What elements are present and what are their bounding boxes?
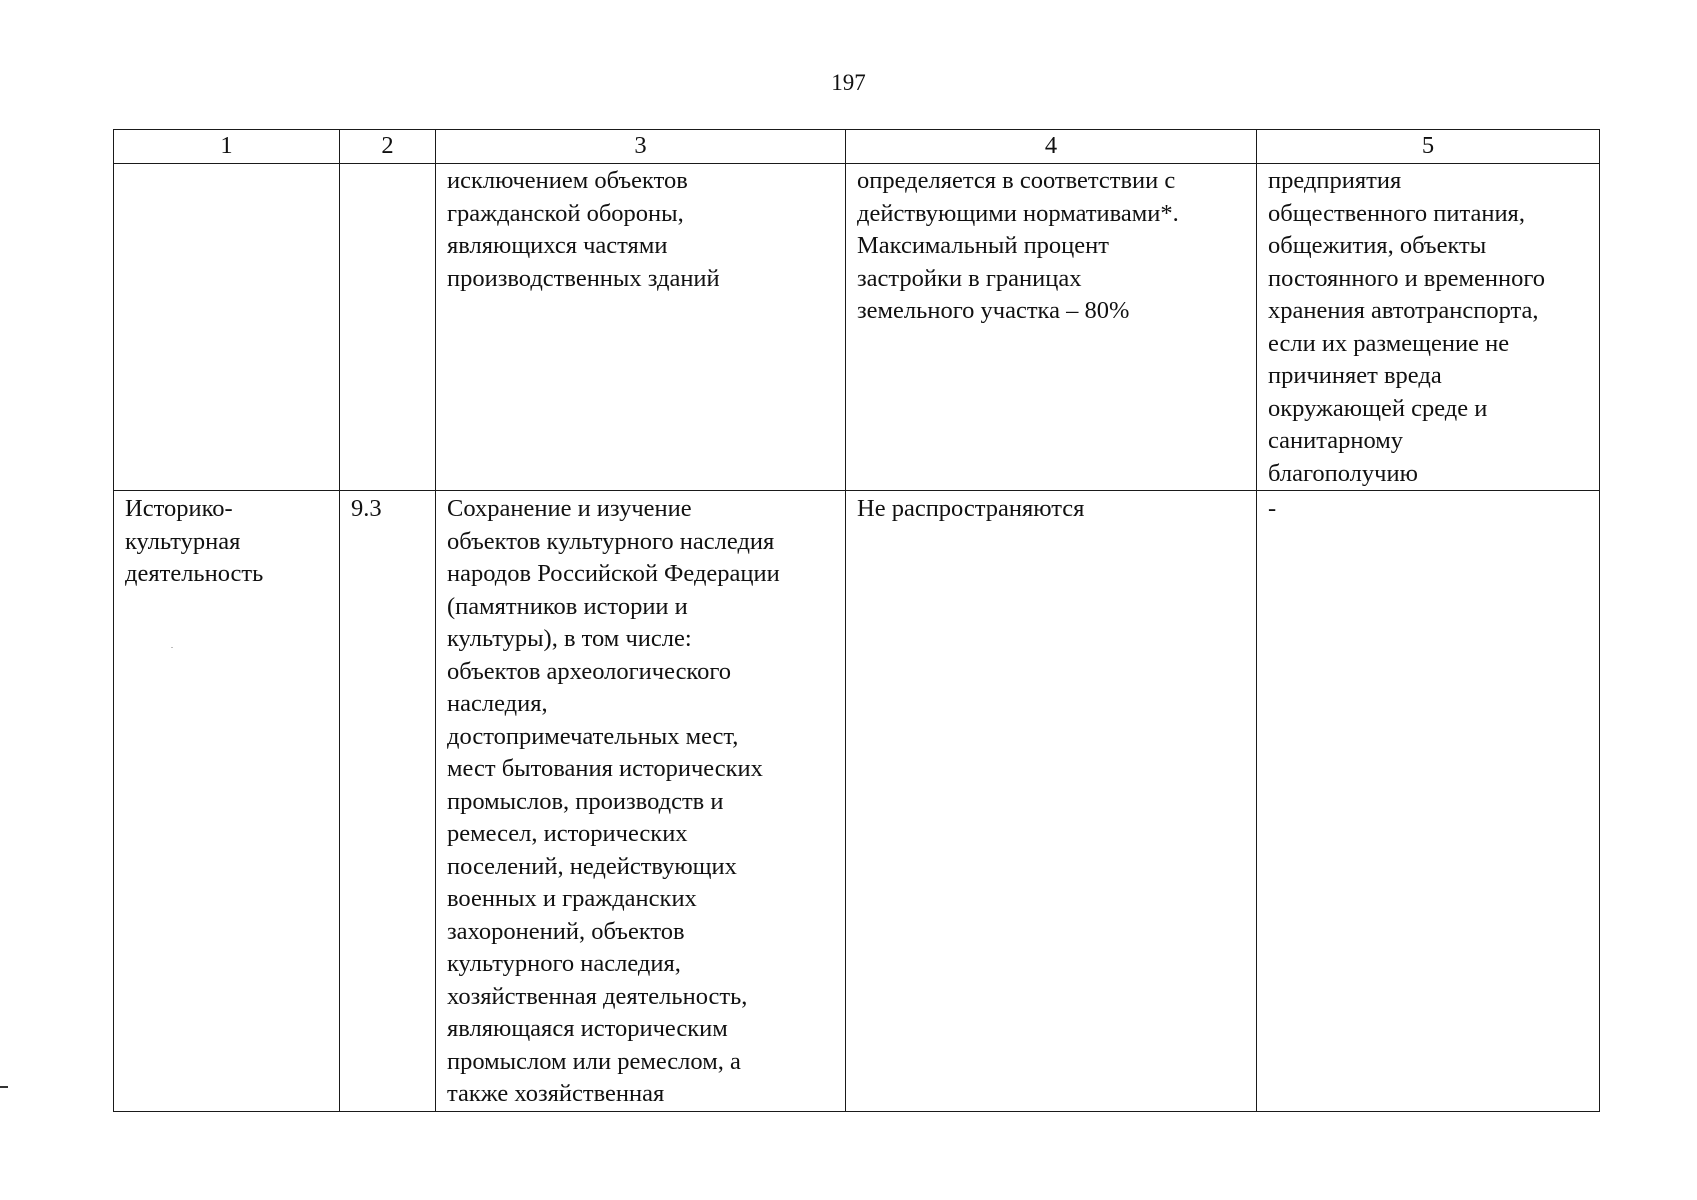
- cell-use-description: исключением объектов гражданской обороны, являющихся частями производственных зданий: [436, 164, 846, 491]
- cell-use-code: 9.3: [340, 491, 436, 1112]
- cell-auxiliary-uses: -: [1257, 491, 1600, 1112]
- cell-parameters: Не распространяются: [846, 491, 1257, 1112]
- column-header-5: 5: [1257, 130, 1600, 164]
- column-header-3: 3: [436, 130, 846, 164]
- scan-edge-mark: [0, 1086, 8, 1088]
- page-number: 197: [831, 70, 866, 95]
- column-header-4: 4: [846, 130, 1257, 164]
- column-header-1: 1: [114, 130, 340, 164]
- column-header-2: 2: [340, 130, 436, 164]
- cell-use-name: [114, 164, 340, 491]
- zoning-table: [113, 129, 1600, 1112]
- cell-parameters: определяется в соответствии с действующими нормативами*. Максимальный процент застройки в границах земельного участка – 80%: [846, 164, 1257, 491]
- table-header-row: [114, 130, 1600, 164]
- cell-use-code: [340, 164, 436, 491]
- cell-use-description: Сохранение и изучение объектов культурного наследия народов Российской Федерации (памятников истории и культуры), в том числе: объектов археологического наследия, достопримечательных мест, мест бытования исторических промыслов, производств и ремесел, исторических поселений, недействующих военных и гражданских захоронений, объектов культурного наследия, хозяйственная деятельность, являющаяся историческим промыслом или ремеслом, а также хозяйственная: [436, 491, 846, 1112]
- table-row: [114, 491, 1600, 1112]
- cell-auxiliary-uses: предприятия общественного питания, общежития, объекты постоянного и временного хранения автотранспорта, если их размещение не причиняет вреда окружающей среде и санитарному благополучию: [1257, 164, 1600, 491]
- cell-use-name: Историко- культурная деятельность: [114, 491, 340, 1112]
- scan-speck: [171, 647, 173, 648]
- table-row: [114, 164, 1600, 491]
